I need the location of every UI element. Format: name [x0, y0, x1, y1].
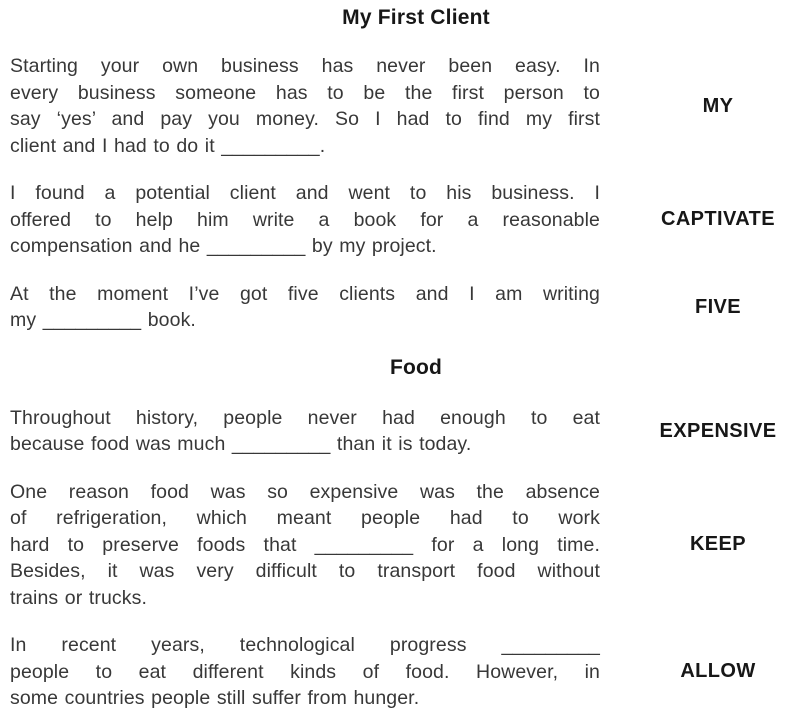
text-line-with-blank: my _________ book. [10, 309, 196, 331]
text-line: every business someone has to be the first person to [10, 81, 600, 104]
text-line-with-blank: client and I had to do it _________. [10, 134, 326, 157]
exercise-row [10, 479, 800, 612]
text-line: offered to help him write a book for a reasonable [10, 208, 600, 231]
text-line: Throughout history, people never had enough to eat [10, 406, 600, 429]
text-line: I found a potential client and went to his business. I [10, 182, 600, 204]
exercise-row [10, 180, 800, 260]
section-title-food: Food [389, 355, 443, 379]
text-line: people to eat different kinds of food. However, in [10, 660, 600, 683]
exercise-row [10, 53, 800, 159]
keyword-cell [636, 281, 800, 334]
paragraph-text [10, 53, 600, 159]
paragraph-text [10, 180, 600, 260]
keyword-label: CAPTIVATE [661, 208, 775, 231]
keyword-label: EXPENSIVE [659, 419, 777, 442]
text-line-with-blank: In recent years, technological progress _________ [10, 634, 600, 656]
text-line: One reason food was so expensive was the absence [10, 480, 600, 503]
text-line: say ‘yes’ and pay you money. So I had to find my first [10, 108, 600, 130]
exercise-row [10, 281, 800, 334]
exercise-row [10, 405, 800, 458]
section-title-my-first-client: My First Client [342, 6, 490, 29]
text-line: Starting your own business has never been easy. In [10, 55, 600, 77]
exercise-row [10, 632, 800, 712]
text-line-with-blank: compensation and he _________ by my project. [10, 235, 437, 257]
text-line-with-blank: hard to preserve foods that _________ for a long time. [10, 533, 600, 556]
paragraph-text [10, 405, 600, 458]
text-line: trains or trucks. [10, 586, 147, 609]
text-line-with-blank: because food was much _________ than it is today. [10, 433, 472, 455]
keyword-label: ALLOW [680, 660, 756, 683]
text-line: some countries people still suffer from hunger. [10, 687, 420, 709]
keyword-label: MY [702, 94, 734, 117]
keyword-label: KEEP [689, 533, 747, 556]
text-line: of refrigeration, which meant people had to work [10, 507, 600, 529]
paragraph-text [10, 632, 600, 712]
paragraph-text [10, 281, 600, 334]
keyword-cell [636, 405, 800, 458]
keyword-label: FIVE [694, 295, 742, 318]
keyword-cell [636, 180, 800, 260]
text-line: At the moment I’ve got five clients and I am writing [10, 282, 600, 305]
keyword-cell [636, 53, 800, 159]
paragraph-text [10, 479, 600, 612]
keyword-cell [636, 632, 800, 712]
text-line: Besides, it was very difficult to transport food without [10, 560, 600, 582]
keyword-cell [636, 479, 800, 612]
